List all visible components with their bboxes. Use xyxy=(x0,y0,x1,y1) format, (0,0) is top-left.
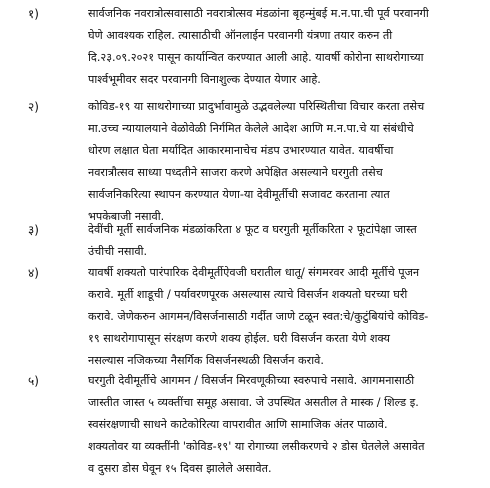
item-text-line: धोरण लक्षात घेता मर्यादित आकारमानाचेच मंडप उभारण्यात यावेत. यावर्षीचा xyxy=(88,144,394,157)
item-text-line: जास्तीत जास्त ५ व्यक्तींचा समूह असावा. जे उपस्थित असतील ते मास्क / शिल्ड इ. xyxy=(88,396,419,409)
item-number: १) xyxy=(28,7,39,21)
item-number: ३) xyxy=(28,223,39,237)
item-text-line: घरगुती देवीमूर्तीचे आगमन / विसर्जन मिरवणूकीच्या स्वरुपाचे नसावे. आगमनासाठी xyxy=(88,374,415,387)
list-item-2 xyxy=(0,96,490,228)
item-text-line: १९ साथरोगापासून संरक्षण करणे शक्य होईल. घरी विसर्जन करता येणे शक्य xyxy=(88,332,390,345)
item-text-line: उंचीची नसावी. xyxy=(88,245,148,258)
item-text-line: दि.२३.०९.२०२१ पासून कार्यान्वित करण्यात आली आहे. यावर्षी कोरोना साथरोगाच्या xyxy=(88,51,424,64)
item-text-line: देवींची मूर्ती सार्वजनिक मंडळांकरिता ४ फूट व घरगुती मूर्तीकरिता २ फूटांपेक्षा जास्त xyxy=(88,223,417,236)
list-item-3 xyxy=(0,219,490,263)
item-number: ४) xyxy=(28,266,39,280)
item-text-line: भपकेबाजी नसावी. xyxy=(88,210,165,223)
item-number: ५) xyxy=(28,374,39,388)
item-text-line: व दुसरा डोस घेवून १५ दिवस झालेले असावेत. xyxy=(88,462,272,475)
item-text-line: सार्वजनिक नवरात्रोत्सवासाठी नवरात्रोत्सव मंडळांना बृहन्मुंबई म.न.पा.ची पूर्व परवानगी xyxy=(88,7,429,20)
item-text-line: नसल्यास नजिकच्या नैसर्गिक विसर्जनस्थळी विसर्जन करावे. xyxy=(88,354,324,367)
item-text-line: करावे. जेणेकरुन आगमन/विसर्जनासाठी गर्दीत जाणे टळून स्वत:चे/कुटुंबियांचे कोविड- xyxy=(88,310,429,323)
item-number: २) xyxy=(28,100,39,114)
item-text-line: पार्श्वभूमीवर सदर परवानगी विनाशुल्क देण्यात येणार आहे. xyxy=(88,73,321,86)
item-text-line: नवरात्रौत्सव साध्या पध्दतीने साजरा करणे अपेक्षित असल्याने घरगुती तसेच xyxy=(88,166,383,179)
list-item-1 xyxy=(0,3,490,91)
item-text-line: घेणे आवश्यक राहिल. त्यासाठीची ऑनलाईन परवानगी यंत्रणा तयार करुन ती xyxy=(88,29,393,42)
item-text-line: स्वसंरक्षणाची साधने काटेकोरित्या वापरावीत आणि सामाजिक अंतर पाळावे. xyxy=(88,418,388,431)
item-text-line: यावर्षी शक्यतो पारंपारिक देवीमूर्तीऐवजी घरातील धातू/ संगमरवर आदी मूर्तीचे पूजन xyxy=(88,266,420,279)
item-text-line: शक्यतोवर या व्यक्तींनी 'कोविड-१९' या रोगाच्या लसीकरणचे २ डोस घेतलेले असावेत xyxy=(88,440,425,453)
item-text-line: मा.उच्च न्यायालयाने वेळोवेळी निर्गमित केलेले आदेश आणि म.न.पा.चे या संबंधीचे xyxy=(88,122,414,135)
item-text-line: सार्वजनिकरित्या स्थापन करण्यात येणा-या देवीमूर्तीची सजावट करताना त्यात xyxy=(88,188,390,201)
list-item-5 xyxy=(0,370,490,480)
list-item-4 xyxy=(0,262,490,372)
item-text-line: करावे. मूर्ती शाडूची / पर्यावरणपूरक असल्यास त्याचे विसर्जन शक्यतो घरच्या घरी xyxy=(88,288,408,301)
item-text-line: कोविड-१९ या साथरोगाच्या प्रादुर्भावामुळे उद्भवलेल्या परिस्थितीचा विचार करता तसेच xyxy=(88,100,425,113)
